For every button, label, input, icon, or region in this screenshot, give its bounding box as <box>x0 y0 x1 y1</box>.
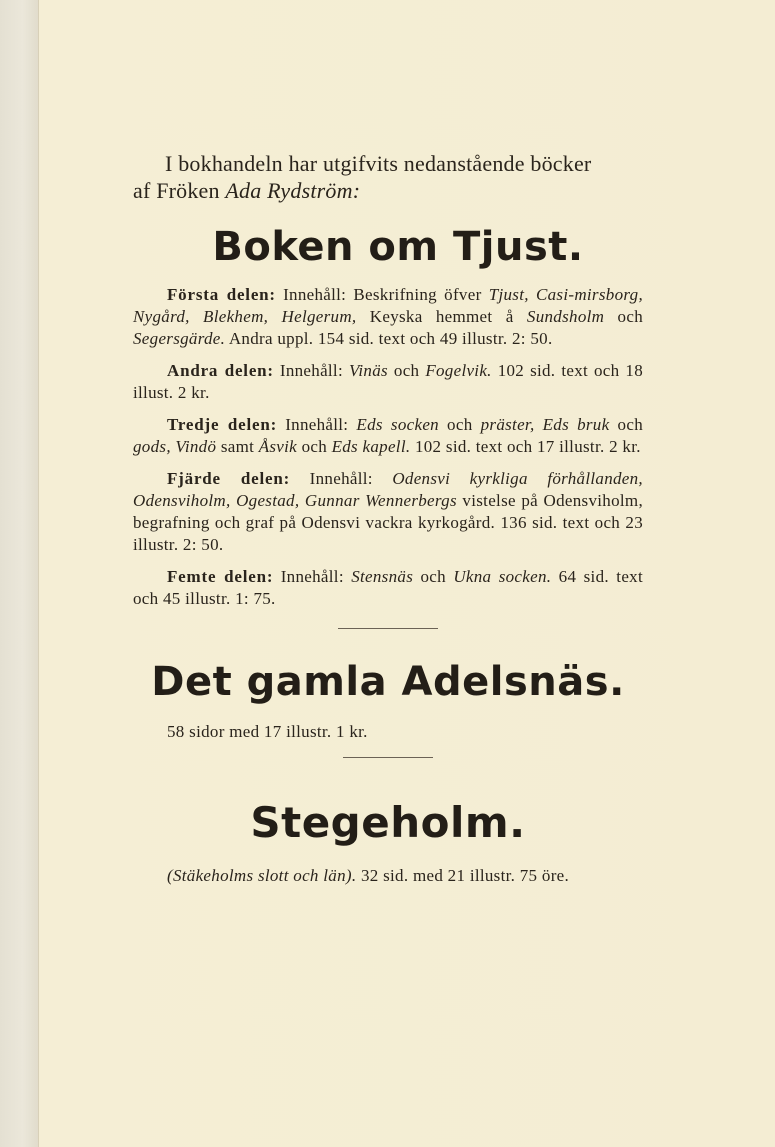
part-text: och <box>387 361 426 380</box>
part-label: Femte delen: <box>167 567 274 586</box>
part-label: Andra delen: <box>167 361 274 380</box>
part-entry-2 <box>133 360 643 404</box>
part-text: och <box>297 437 332 456</box>
part-text: Innehåll: <box>273 567 352 586</box>
intro-text <box>133 150 643 204</box>
part-text: och <box>604 307 643 326</box>
part-italic: gods, Vindö <box>133 437 217 456</box>
book-desc-rest: 32 sid. med 21 illustr. 75 öre. <box>356 866 570 885</box>
author-name: Ada Rydström: <box>225 178 361 203</box>
intro-line-2 <box>133 177 643 204</box>
page-content <box>133 150 643 887</box>
part-text: 64 sid. text och 45 illustr. 1: 75. <box>133 567 643 608</box>
part-text: och <box>609 415 643 434</box>
part-text: Innehåll: Beskrifning öfver <box>275 285 489 304</box>
part-italic: Eds socken <box>356 415 439 434</box>
part-text: vistelse på Odensviholm, begrafning och graf på Odensvi vackra kyrkogård. 136 sid. text och 23 illustr. 2: 50. <box>133 491 643 554</box>
part-italic: Eds kapell. <box>331 437 411 456</box>
book-spine-edge <box>0 0 39 1147</box>
book-title-tjust: Boken om Tjust. <box>212 224 584 270</box>
part-italic: präster, Eds bruk <box>480 415 610 434</box>
part-label: Fjärde delen: <box>167 469 291 488</box>
part-text: 102 sid. text och 17 illustr. 2 kr. <box>410 437 641 456</box>
book-desc-italic: (Stäkeholms slott och län). <box>167 866 357 885</box>
part-italic: Tjust, Casi-mirsborg, Nygård, Blekhem, Helgerum, <box>133 285 643 326</box>
intro-prefix: af Fröken <box>133 178 226 203</box>
part-label: Första delen: <box>167 285 276 304</box>
part-italic: Odensvi kyrkliga förhållanden, Odensviholm, Ogestad, Gunnar Wennerbergs <box>133 469 643 510</box>
part-italic: Segersgärde. <box>133 329 226 348</box>
part-italic: Vinäs <box>348 361 388 380</box>
part-italic: Ukna socken. <box>453 567 552 586</box>
book-desc-adelsnas: 58 sidor med 17 illustr. 1 kr. <box>167 722 368 741</box>
part-text: Keyska hemmet å <box>356 307 527 326</box>
part-text: Innehåll: <box>290 469 393 488</box>
book-title-stegeholm: Stegeholm. <box>250 798 526 847</box>
book-title-adelsnas: Det gamla Adelsnäs. <box>151 659 625 705</box>
part-text: och <box>438 415 481 434</box>
part-entry-3 <box>133 414 643 458</box>
part-text: 102 sid. text och 18 illust. 2 kr. <box>133 361 643 402</box>
part-entry-5 <box>133 566 643 610</box>
part-italic: Sundsholm <box>526 307 605 326</box>
part-label: Tredje delen: <box>167 415 278 434</box>
divider-rule <box>338 628 438 629</box>
divider-rule <box>343 757 433 758</box>
book-desc-stegeholm <box>167 865 643 887</box>
part-text: Innehåll: <box>273 361 349 380</box>
part-italic: Stensnäs <box>351 567 414 586</box>
part-entry-4 <box>133 468 643 556</box>
part-entry-1 <box>133 284 643 350</box>
part-text: Andra uppl. 154 sid. text och 49 illustr. 2: 50. <box>225 329 553 348</box>
part-italic: Åsvik <box>258 437 298 456</box>
part-text: Innehåll: <box>277 415 357 434</box>
part-text: samt <box>216 437 259 456</box>
part-italic: Fogelvik. <box>425 361 492 380</box>
part-text: och <box>413 567 454 586</box>
intro-line-1: I bokhandeln har utgifvits nedanstående böcker <box>165 151 592 176</box>
